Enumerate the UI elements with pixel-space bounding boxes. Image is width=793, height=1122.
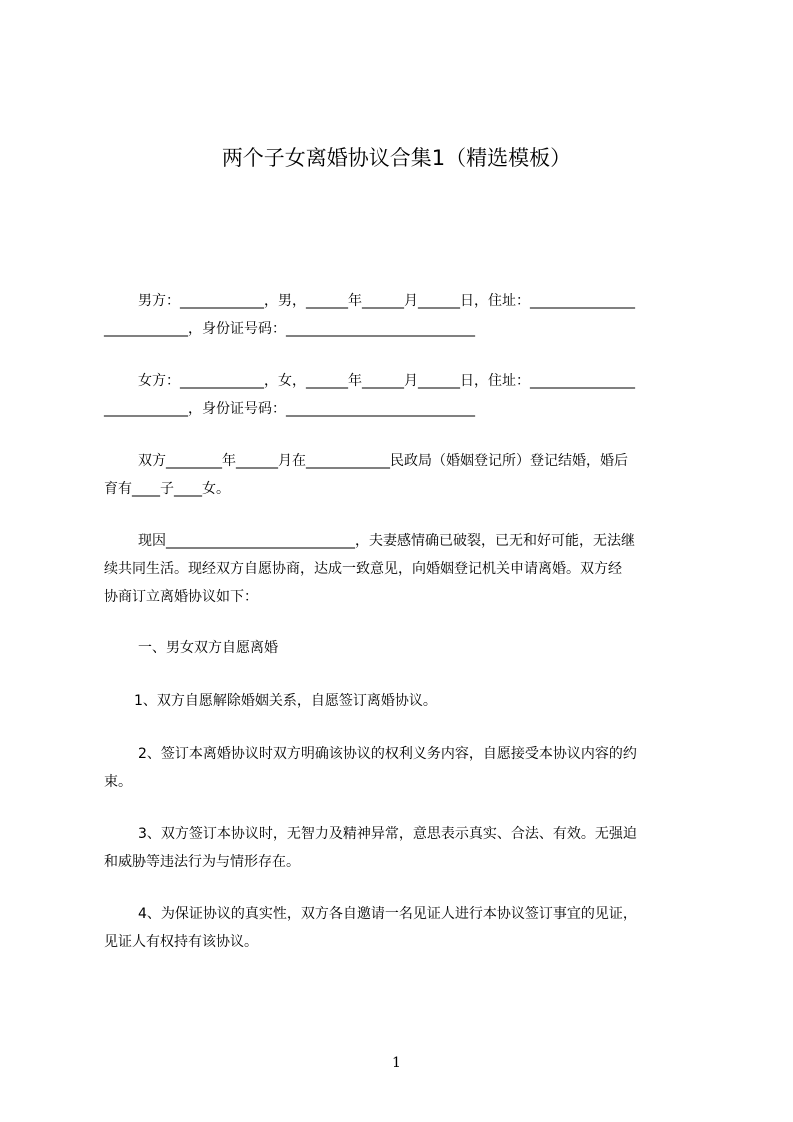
male-party-line-2: ____________，身份证号码：___________________________	[104, 321, 475, 337]
reason-line-1: 现因___________________________，夫妻感情确已破裂，已无和好可能，无法继	[138, 533, 635, 549]
marriage-record-line-2: 育有____子____女。	[104, 481, 230, 497]
document-title: 两个子女离婚协议合集1（精选模板）	[221, 146, 572, 170]
female-party-line-1: 女方：____________，女，______年______月______日，住址：_______________	[138, 373, 635, 389]
clause-2	[104, 740, 704, 796]
clause-3-line-2: 和威胁等违法行为与情形存在。	[104, 854, 300, 870]
reason-line-2: 续共同生活。现经双方自愿协商，达成一致意见，向婚姻登记机关申请离婚。双方经	[104, 561, 622, 577]
section-one	[104, 634, 704, 662]
clause-1	[104, 687, 704, 715]
clause-1-line-1: 1、双方自愿解除婚姻关系，自愿签订离婚协议。	[134, 693, 437, 709]
clause-2-line-1: 2、签订本离婚协议时双方明确该协议的权利义务内容，自愿接受本协议内容的约	[138, 746, 637, 762]
male-party-paragraph	[104, 287, 704, 343]
page-number: 1	[392, 1055, 401, 1071]
clause-4-line-1: 4、为保证协议的真实性，双方各自邀请一名见证人进行本协议签订事宜的见证，	[138, 906, 637, 922]
clause-4-line-2: 见证人有权持有该协议。	[104, 934, 258, 950]
clause-3-line-1: 3、双方签订本协议时，无智力及精神异常，意思表示真实、合法、有效。无强迫	[138, 826, 637, 842]
reason-line-3: 协商订立离婚协议如下：	[104, 589, 258, 605]
female-party-paragraph	[104, 367, 704, 423]
clause-2-line-2: 束。	[104, 774, 132, 790]
marriage-record-paragraph	[104, 447, 704, 503]
section-one-heading: 一、男女双方自愿离婚	[138, 640, 278, 656]
marriage-record-line-1: 双方________年______月在____________民政局（婚姻登记所）登记结婚，婚后	[138, 453, 628, 469]
clause-4	[104, 900, 704, 956]
female-party-line-2: ____________，身份证号码：___________________________	[104, 401, 475, 417]
clause-3	[104, 820, 704, 876]
reason-paragraph	[104, 527, 704, 611]
male-party-line-1: 男方：____________，男，______年______月______日，住址：_______________	[138, 293, 635, 309]
